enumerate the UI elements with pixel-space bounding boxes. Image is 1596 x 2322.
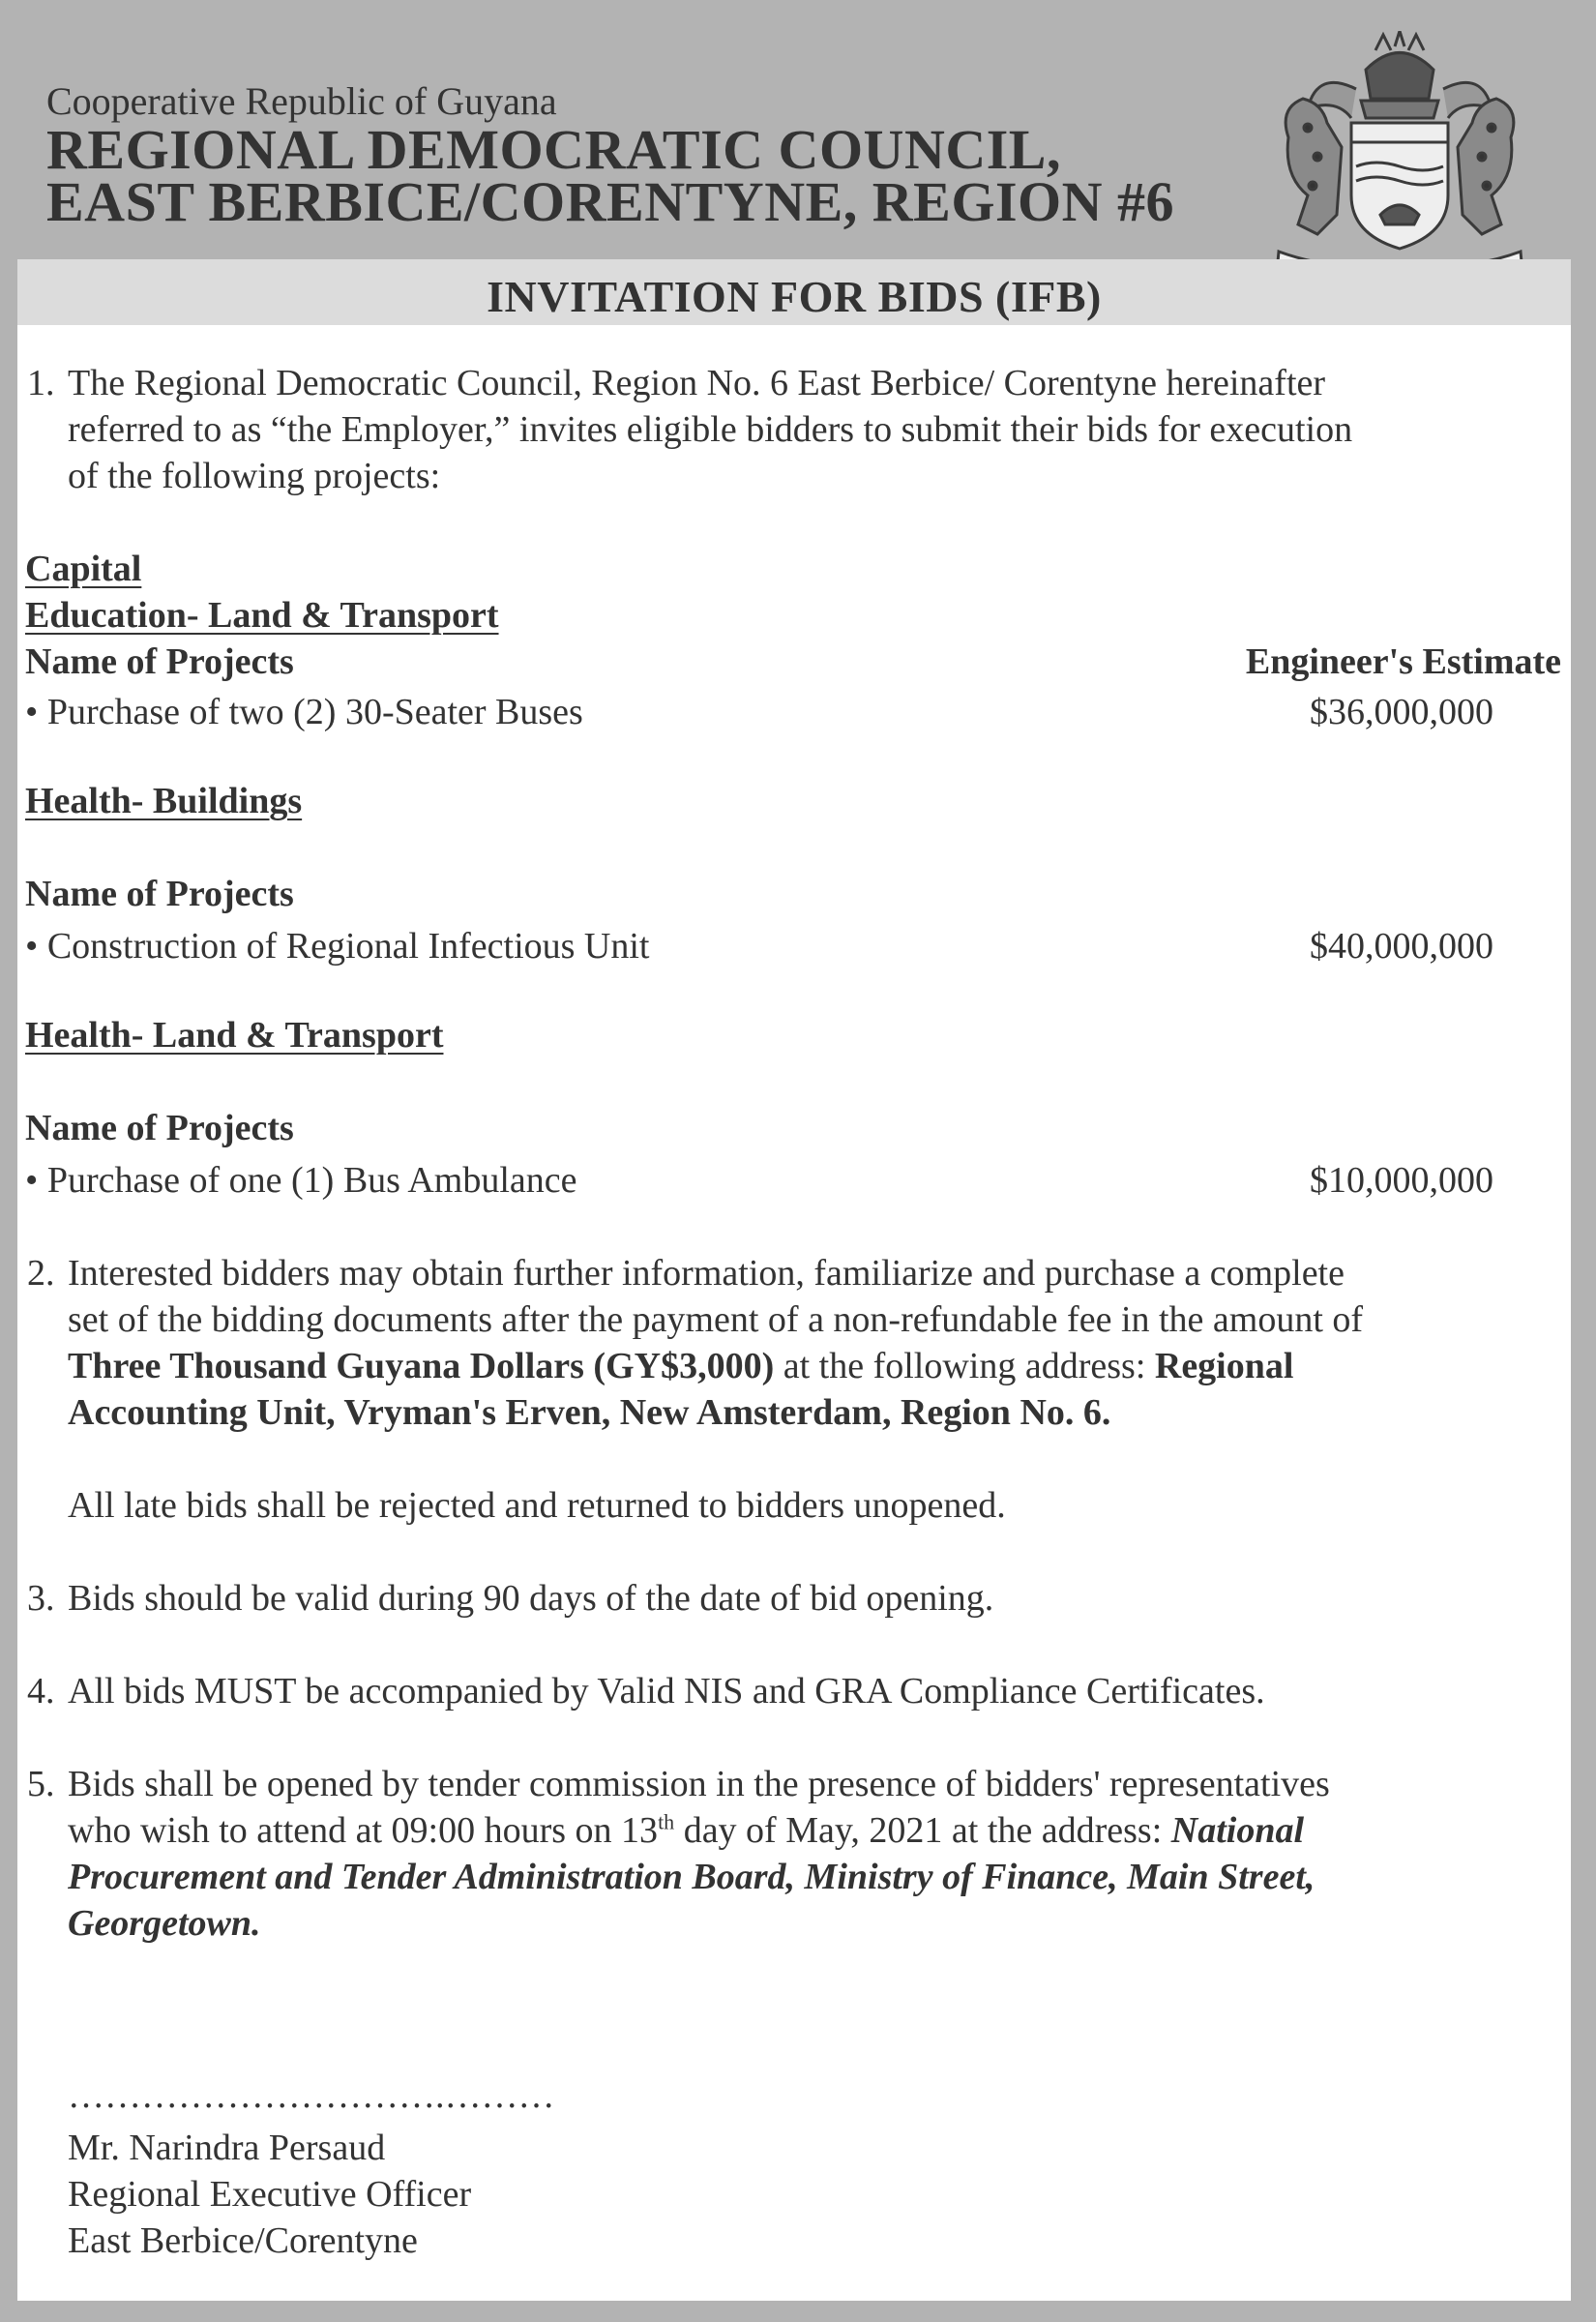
signature-line: ………………………….……… [68, 2075, 555, 2116]
late-bids-note: All late bids shall be rejected and returned to bidders unopened. [68, 1485, 1006, 1526]
fee-after: at the following address: [774, 1346, 1155, 1386]
signatory-name: Mr. Narindra Persaud [68, 2128, 386, 2168]
opening-time: who wish to attend at 09:00 hours on 13 [68, 1810, 659, 1851]
signatory-region: East Berbice/Corentyne [68, 2220, 418, 2261]
para3-number: 3. [27, 1578, 55, 1619]
council-title-line2: EAST BERBICE/CORENTYNE, REGION #6 [46, 170, 1175, 233]
fee-amount: Three Thousand Guyana Dollars (GY$3,000) [68, 1346, 775, 1386]
para2-line3 [68, 1343, 1293, 1389]
col-estimate-header: Engineer's Estimate [1245, 641, 1561, 682]
section-capital: Capital [25, 549, 142, 589]
address-line: Accounting Unit, Vryman's Erven, New Amsterdam, Region No. 6. [68, 1392, 1111, 1433]
para5-line2 [68, 1807, 1304, 1854]
para2-number: 2. [27, 1253, 55, 1294]
notice-body [17, 259, 1571, 2301]
bullet: • [25, 692, 39, 732]
para5-number: 5. [27, 1764, 55, 1804]
signatory-title: Regional Executive Officer [68, 2174, 472, 2215]
section-health-transport: Health- Land & Transport [25, 1015, 444, 1056]
project-name: Purchase of two (2) 30-Seater Buses [46, 692, 583, 732]
address-start: Regional [1154, 1346, 1294, 1386]
project-estimate: $40,000,000 [1310, 926, 1493, 967]
col-projects-header: Name of Projects [25, 874, 294, 914]
project-row [25, 1157, 577, 1204]
para1-line1: The Regional Democratic Council, Region No. 6 East Berbice/ Corentyne hereinafter [68, 363, 1326, 403]
venue-city: Georgetown. [68, 1903, 261, 1944]
section-education: Education- Land & Transport [25, 595, 499, 636]
col-projects-header: Name of Projects [25, 1108, 294, 1148]
country-name: Cooperative Republic of Guyana [46, 79, 557, 123]
bullet: • [25, 926, 39, 967]
para1-line3: of the following projects: [68, 456, 441, 496]
ordinal-suffix: th [658, 1809, 675, 1834]
project-name: Construction of Regional Infectious Unit [46, 926, 650, 967]
para1-number: 1. [27, 363, 55, 403]
col-projects-header: Name of Projects [25, 641, 294, 682]
coat-of-arms-icon [1259, 31, 1540, 292]
project-name: Purchase of one (1) Bus Ambulance [46, 1160, 577, 1201]
para2-line1: Interested bidders may obtain further information, familiarize and purchase a complete [68, 1253, 1345, 1294]
para4-text: All bids MUST be accompanied by Valid NIS and GRA Compliance Certificates. [68, 1671, 1265, 1712]
venue-start: National [1170, 1810, 1305, 1851]
title-banner [17, 259, 1571, 325]
para1-line2: referred to as “the Employer,” invites eligible bidders to submit their bids for execution [68, 409, 1353, 450]
project-estimate: $36,000,000 [1310, 692, 1493, 732]
project-row [25, 923, 650, 969]
para3-text: Bids should be valid during 90 days of the date of bid opening. [68, 1578, 994, 1619]
para5-line1: Bids shall be opened by tender commission in the presence of bidders' representatives [68, 1764, 1330, 1804]
council-title-line1: REGIONAL DEMOCRATIC COUNCIL, [46, 118, 1061, 181]
opening-date: day of May, 2021 at the address: [674, 1810, 1171, 1851]
para4-number: 4. [27, 1671, 55, 1712]
banner-title: INVITATION FOR BIDS (IFB) [487, 272, 1102, 321]
venue-line: Procurement and Tender Administration Board, Ministry of Finance, Main Street, [68, 1857, 1315, 1897]
bullet: • [25, 1160, 39, 1201]
para2-line2: set of the bidding documents after the payment of a non-refundable fee in the amount of [68, 1299, 1364, 1340]
section-health-buildings: Health- Buildings [25, 781, 303, 821]
project-row [25, 689, 583, 735]
project-estimate: $10,000,000 [1310, 1160, 1493, 1201]
